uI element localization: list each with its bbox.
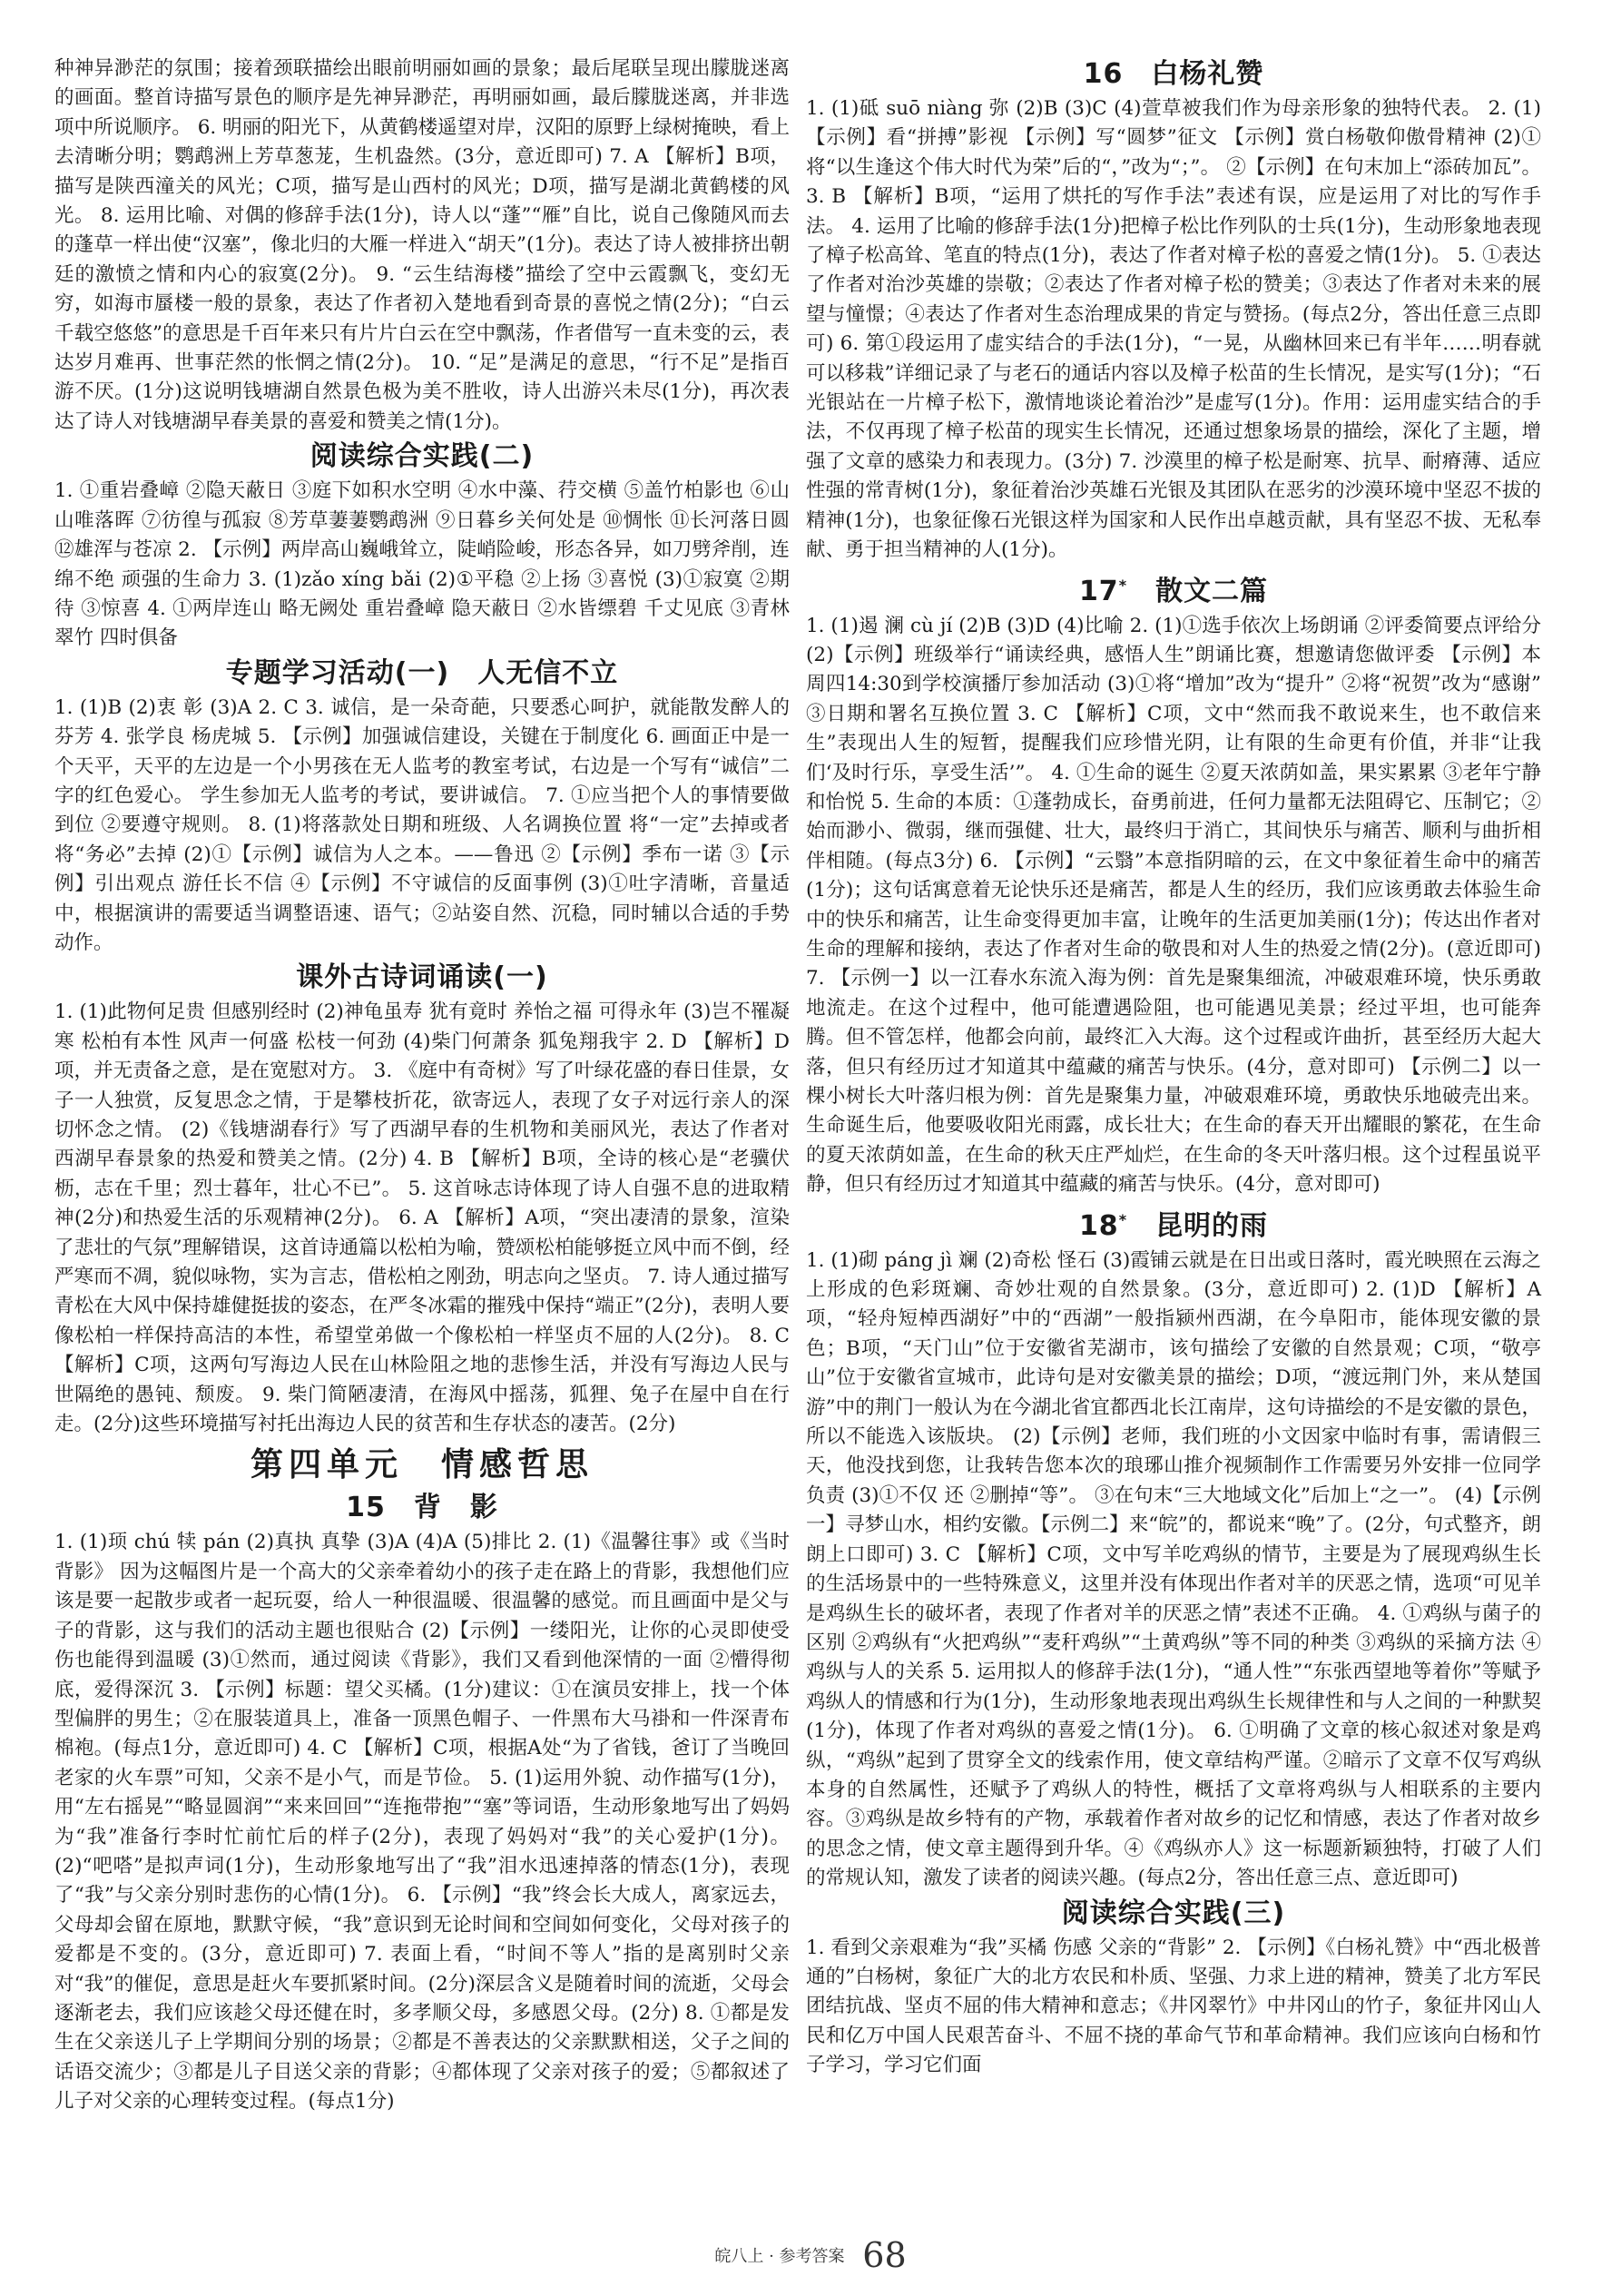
page-number: 68	[862, 2235, 907, 2275]
answer-paragraph: 1. (1)砥 suō niàng 弥 (2)B (3)C (4)萱草被我们作为母亲形象的独特代表。 2. (1)【示例】看“拼搏”影视 【示例】写“圆梦”征文 【示例】赏白杨敬仰傲骨精神 (2)①将“以生逢这个伟大时代为荣”后的“，”改为“；”。 ②【示例】在句末加上“添砖加瓦”。 3. B 【解析】B项，“运用了烘托的写作手法”表述有误，应是运用了对比的写作手法。 4. 运用了比喻的修辞手法(1分)把樟子松比作列队的士兵(1分)，生动形象地表现了樟子松高耸、笔直的特点(1分)，表达了作者对樟子松的喜爱之情(1分)。 5. ①表达了作者对治沙英雄的崇敬；②表达了作者对樟子松的赞美；③表达了作者对未来的展望与憧憬；④表达了作者对生态治理成果的肯定与赞扬。(每点2分，答出任意三点即可) 6. 第①段运用了虚实结合的手法(1分)，“一晃，从幽林回来已有半年……明春就可以移栽”详细记录了与老石的通话内容以及樟子松苗的生长情况，是实写(1分)；“石光银站在一片樟子松下，激情地谈论着治沙”是虚写(1分)。作用：运用虚实结合的手法，不仅再现了樟子松苗的现实生长情况，还通过想象场景的描绘，深化了主题，增强了文章的感染力和表现力。(3分) 7. 沙漠里的樟子松是耐寒、抗旱、耐瘠薄、适应性强的常青树(1分)，象征着治沙英雄石光银及其团队在恶劣的沙漠环境中坚忍不拔的精神(1分)，也象征像石光银这样为国家和人民作出卓越贡献，具有坚忍不拔、无私奉献、勇于担当精神的人(1分)。	[806, 97, 1541, 562]
optional-mark: *	[1118, 1210, 1128, 1228]
unit-heading: 第四单元 情感哲思	[250, 1446, 594, 1484]
answer-paragraph: 种神异渺茫的氛围；接着颈联描绘出眼前明丽如画的景象；最后尾联呈现出朦胧迷离的画面。整首诗描写景色的顺序是先神异渺茫，再明丽如画，最后朦胧迷离，并非选项中所说顺序。 6. 明丽的阳光下，从黄鹤楼遥望对岸，汉阳的原野上绿树掩映，看上去清晰分明；鹦鹉洲上芳草葱茏，生机盎然。(3分，意近即可) 7. A 【解析】B项，描写是陕西潼关的风光；C项，描写是山西村的风光；D项，描写是湖北黄鹤楼的风光。 8. 运用比喻、对偶的修辞手法(1分)，诗人以“蓬”“雁”自比，说自己像随风而去的蓬草一样出使“汉塞”，像北归的大雁一样进入“胡天”(1分)。表达了诗人被排挤出朝廷的激愤之情和内心的寂寞(2分)。 9. “云生结海楼”描绘了空中云霞飘飞，变幻无穷，如海市蜃楼一般的景象，表达了作者初入楚地看到奇景的喜悦之情(2分)；“白云千载空悠悠”的意思是千百年来只有片片白云在空中飘荡，作者借写一直未变的云，表达岁月难再、世事茫然的怅惘之情(2分)。 10. “足”是满足的意思，“行不足”是指百游不厌。(1分)这说明钱塘湖自然景色极为美不胜收，诗人出游兴未尽(1分)，再次表达了诗人对钱塘湖早春美景的喜爱和赞美之情(1分)。	[54, 57, 790, 433]
lesson-heading	[806, 1200, 1541, 1247]
lesson-heading: 16 白杨礼赞	[1083, 58, 1264, 90]
answer-paragraph: 1. ①重岩叠嶂 ②隐天蔽日 ③庭下如积水空明 ④水中藻、荇交横 ⑤盖竹柏影也 ⑥山山唯落晖 ⑦彷徨与孤寂 ⑧芳草萋萋鹦鹉洲 ⑨日暮乡关何处是 ⑩惆怅 ⑪长河落日圆 ⑫雄浑与苍凉 2. 【示例】两岸高山巍峨耸立，陡峭险峻，形态各异，如刀劈斧削，连绵不绝 顽强的生命力 3. (1)zǎo xíng bǎi (2)①平稳 ②上扬 ③喜悦 (3)①寂寞 ②期待 ③惊喜 4. ①两岸连山 略无阙处 重岩叠嶂 隐天蔽日 ②水皆缥碧 千丈见底 ③青林翠竹 四时俱备	[54, 479, 790, 650]
page-footer	[0, 2235, 1621, 2275]
section-heading: 阅读综合实践(二)	[309, 440, 535, 473]
answer-paragraph: 1. (1)砌 páng jì 斓 (2)奇松 怪石 (3)霞铺云就是在日出或日落时，霞光映照在云海之上形成的色彩斑斓、奇妙壮观的自然景象。(3分，意近即可) 2. (1)D 【解析】A项，“轻舟短棹西湖好”中的“西湖”一般指颍州西湖，在今阜阳市，能体现安徽的景色；B项，“天门山”位于安徽省芜湖市，该句描绘了安徽的自然景观；C项，“敬亭山”位于安徽省宣城市，此诗句是对安徽美景的描绘；D项，“渡远荆门外，来从楚国游”中的荆门一般认为在今湖北省宜都西北长江南岸，这句诗描绘的不是安徽的景色，所以不能选入该版块。 (2)【示例】老师，我们班的小文因家中临时有事，需请假三天，他没找到您，让我转告您本次的琅琊山推介视频制作工作需要另外安排一位同学负责 (3)①不仅 还 ②删掉“等”。 ③在句末“三大地域文化”后加上“之一”。 (4)【示例一】寻梦山水，相约安徽。【示例二】来“皖”的，都说来“晚”了。(2分，句式整齐，朗朗上口即可) 3. C 【解析】C项，文中写羊吃鸡纵的情节，主要是为了展现鸡纵生长的生活场景中的一些特殊意义，这里并没有体现出作者对羊的厌恶之情，选项“可见羊是鸡纵生长的破坏者，表现了作者对羊的厌恶之情”表述不正确。 4. ①鸡纵与菌子的区别 ②鸡纵有“火把鸡纵”“麦秆鸡纵”“土黄鸡纵”等不同的种类 ③鸡纵的采摘方法 ④鸡纵与人的关系 5. 运用拟人的修辞手法(1分)，“通人性”“东张西望地等着你”等赋予鸡纵人的情感和行为(1分)，生动形象地表现出鸡纵生长规律性和与人之间的一种默契(1分)，体现了作者对鸡纵的喜爱之情(1分)。 6. ①明确了文章的核心叙述对象是鸡纵，“鸡纵”起到了贯穿全文的线索作用，使文章结构严谨。②暗示了文章不仅写鸡纵本身的自然属性，还赋予了鸡纵人的特性，概括了文章将鸡纵与人相联系的主要内容。③鸡纵是故乡特有的产物，承载着作者对故乡的记忆和情感，表达了作者对故乡的思念之情，使文章主题得到升华。④《鸡纵亦人》这一标题新颖独特，打破了人们的常规认知，激发了读者的阅读兴趣。(每点2分，答出任意三点、意近即可)	[806, 1248, 1541, 1890]
lesson-title: 散文二篇	[1155, 575, 1269, 607]
lesson-heading	[806, 566, 1541, 612]
section-heading: 课外古诗词诵读(一)	[296, 961, 548, 994]
lesson-title: 昆明的雨	[1155, 1209, 1269, 1242]
answer-paragraph: 1. (1)遏 澜 cù jí (2)B (3)D (4)比喻 2. (1)①选手依次上场朗诵 ②评委简要点评给分 (2)【示例】班级举行“诵读经典，感悟人生”朗诵比赛，想邀请您做评委 【示例】本周四14:30到学校演播厅参加活动 (3)①将“增加”改为“提升” ②将“祝贺”改为“感谢” ③日期和署名互换位置 3. C 【解析】C项，文中“然而我不敢说来生，也不敢信来生”表现出人生的短暂，提醒我们应珍惜光阴，让有限的生命更有价值，并非“让我们‘及时行乐，享受生活’”。 4. ①生命的诞生 ②夏天浓荫如盖，果实累累 ③老年宁静和怡悦 5. 生命的本质：①蓬勃成长，奋勇前进，任何力量都无法阻碍它、压制它；②始而渺小、微弱，继而强健、壮大，最终归于消亡，其间快乐与痛苦、顺利与曲折相伴相随。(每点3分) 6. 【示例】“云翳”本意指阴暗的云，在文中象征着生命中的痛苦(1分)；这句话寓意着无论快乐还是痛苦，都是人生的经历，我们应该勇敢去体验生命中的快乐和痛苦，让生命变得更加丰富，让晚年的生活更加美丽(1分)；传达出作者对生命的理解和接纳，表达了作者对生命的敬畏和对人生的热爱之情(2分)。(意近即可) 7. 【示例一】以一江春水东流入海为例：首先是聚集细流，冲破艰难环境，快乐勇敢地流走。在这个过程中，他可能遭遇险阻，也可能遇见美景；经过平坦，也可能奔腾。但不管怎样，他都会向前，最终汇入大海。这个过程或许曲折，甚至经历大起大落，但只有经历过才知道其中蕴藏的痛苦与快乐。(4分，意对即可) 【示例二】以一棵小树长大叶落归根为例：首先是聚集力量，冲破艰难环境，勇敢快乐地破壳出来。生命诞生后，他要吸收阳光雨露，成长壮大；在生命的春天开出耀眼的繁花，在生命的夏天浓荫如盖，在生命的秋天庄严灿烂，在生命的冬天叶落归根。这个过程虽说平静，但只有经历过才知道其中蕴藏的痛苦与快乐。(4分，意对即可)	[806, 614, 1541, 1197]
footer-label: 皖八上 · 参考答案	[714, 2247, 845, 2266]
right-column	[806, 54, 1541, 2081]
optional-mark: *	[1118, 576, 1128, 594]
lesson-heading: 15 背 影	[346, 1492, 498, 1524]
left-column	[54, 54, 790, 2117]
section-heading: 阅读综合实践(三)	[1061, 1897, 1286, 1929]
answer-paragraph: 1. (1)顼 chú 犊 pán (2)真执 真挚 (3)A (4)A (5)排比 2. (1)《温馨往事》或《当时背影》 因为这幅图片是一个高大的父亲牵着幼小的孩子走在路上的背影，我想他们应该是要一起散步或者一起玩耍，给人一种很温暖、很温馨的感觉。而且画面中是父与子的背影，这与我们的活动主题也很贴合 (2)【示例】一缕阳光，让你的心灵即使受伤也能得到温暖 (3)①然而，通过阅读《背影》，我们又看到他深情的一面 ②懵得彻底，爱得深沉 3. 【示例】标题：望父买橘。(1分)建议：①在演员安排上，找一个体型偏胖的男生；②在服装道具上，准备一顶黑色帽子、一件黑布大马褂和一件深青布棉袍。(每点1分，意近即可) 4. C 【解析】C项，根据A处“为了省钱，爸订了当晚回老家的火车票”可知，父亲不是小气，而是节俭。 5. (1)运用外貌、动作描写(1分)，用“左右摇晃”“略显圆润”“来来回回”“连拖带抱”“塞”等词语，生动形象地写出了妈妈为“我”准备行李时忙前忙后的样子(2分)，表现了妈妈对“我”的关心爱护(1分)。 (2)“吧嗒”是拟声词(1分)，生动形象地写出了“我”泪水迅速掉落的情态(1分)，表现了“我”与父亲分别时悲伤的心情(1分)。 6. 【示例】“我”终会长大成人，离家远去，父母却会留在原地，默默守候，“我”意识到无论时间和空间如何变化，父母对孩子的爱都是不变的。(3分，意近即可) 7. 表面上看，“时间不等人”指的是离别时父亲对“我”的催促，意思是赶火车要抓紧时间。(2分)深层含义是随着时间的流逝，父母会逐渐老去，我们应该趁父母还健在时，多孝顺父母，多感恩父母。(2分) 8. ①都是发生在父亲送儿子上学期间分别的场景；②都是不善表达的父亲默默相送，父子之间的话语交流少；③都是儿子目送父亲的背影；④都体现了父亲对孩子的爱；⑤都叙述了儿子对父亲的心理转变过程。(每点1分)	[54, 1531, 790, 2114]
answer-paragraph: 1. (1)此物何足贵 但感别经时 (2)神龟虽寿 犹有竟时 养怡之福 可得永年 (3)岂不罹凝寒 松柏有本性 风声一何盛 松枝一何劲 (4)柴门何萧条 狐兔翔我宇 2. D 【解析】D项，并无责备之意，是在宽慰对方。 3. 《庭中有奇树》写了叶绿花盛的春日佳景，女子一人独赏，反复思念之情，于是攀枝折花，欲寄远人，表现了女子对远行亲人的深切怀念之情。 (2)《钱塘湖春行》写了西湖早春的生机物和美丽风光，表达了作者对西湖早春景象的热爱和赞美之情。(2分) 4. B 【解析】B项，全诗的核心是“老骥伏枥，志在千里；烈士暮年，壮心不已”。 5. 这首咏志诗体现了诗人自强不息的进取精神(2分)和热爱生活的乐观精神(2分)。 6. A 【解析】A项，“突出凄清的景象，渲染了悲壮的气氛”理解错误，这首诗通篇以松柏为喻，赞颂松柏能够挺立风中而不倒，经严寒而不凋，貌似咏物，实为言志，借松柏之刚劲，明志向之坚贞。 7. 诗人通过描写青松在大风中保持雄健挺拔的姿态，在严冬冰霜的摧残中保持“端正”(2分)，表明人要像松柏一样保持高洁的本性，希望堂弟做一个像松柏一样坚贞不屈的人(2分)。 8. C 【解析】C项，这两句写海边人民在山林险阻之地的悲惨生活，并没有写海边人民与世隔绝的愚钝、颓废。 9. 柴门简陋凄清，在海风中摇荡，狐狸、兔子在屋中自在行走。(2分)这些环境描写衬托出海边人民的贫苦和生存状态的凄苦。(2分)	[54, 1000, 790, 1436]
answer-paragraph: 1. (1)B (2)衷 彰 (3)A 2. C 3. 诚信，是一朵奇葩，只要悉心呵护，就能散发醉人的芬芳 4. 张学良 杨虎城 5. 【示例】加强诚信建设，关键在于制度化 6. 画面正中是一个天平，天平的左边是一个小男孩在无人监考的教室考试，右边是一个写有“诚信”二字的红色爱心。 学生参加无人监考的考试，要讲诚信。 7. ①应当把个人的事情要做到位 ②要遵守规则。 8. (1)将落款处日期和班级、人名调换位置 将“一定”去掉或者将“务必”去掉 (2)①【示例】诚信为人之本。——鲁迅 ②【示例】季布一诺 ③【示例】引出观点 游任长不信 ④【示例】不守诚信的反面事例 (3)①吐字清晰，音量适中，根据演讲的需要适当调整语速、语气；②站姿自然、沉稳，同时辅以合适的手势动作。	[54, 695, 790, 954]
answer-paragraph: 1. 看到父亲艰难为“我”买橘 伤感 父亲的“背影” 2. 【示例】《白杨礼赞》中“西北极普通的”白杨树，象征广大的北方农民和朴质、坚强、力求上进的精神，赞美了北方军民团结抗战、坚贞不屈的伟大精神和意志；《井冈翠竹》中井冈山的竹子，象征井冈山人民和亿万中国人民艰苦奋斗、不屈不挠的革命气节和革命精神。我们应该向白杨和竹子学习，学习它们面	[806, 1936, 1541, 2077]
section-heading: 专题学习活动(一) 人无信不立	[225, 656, 619, 689]
lesson-number: 18	[1078, 1209, 1119, 1242]
lesson-number: 17	[1078, 575, 1119, 607]
